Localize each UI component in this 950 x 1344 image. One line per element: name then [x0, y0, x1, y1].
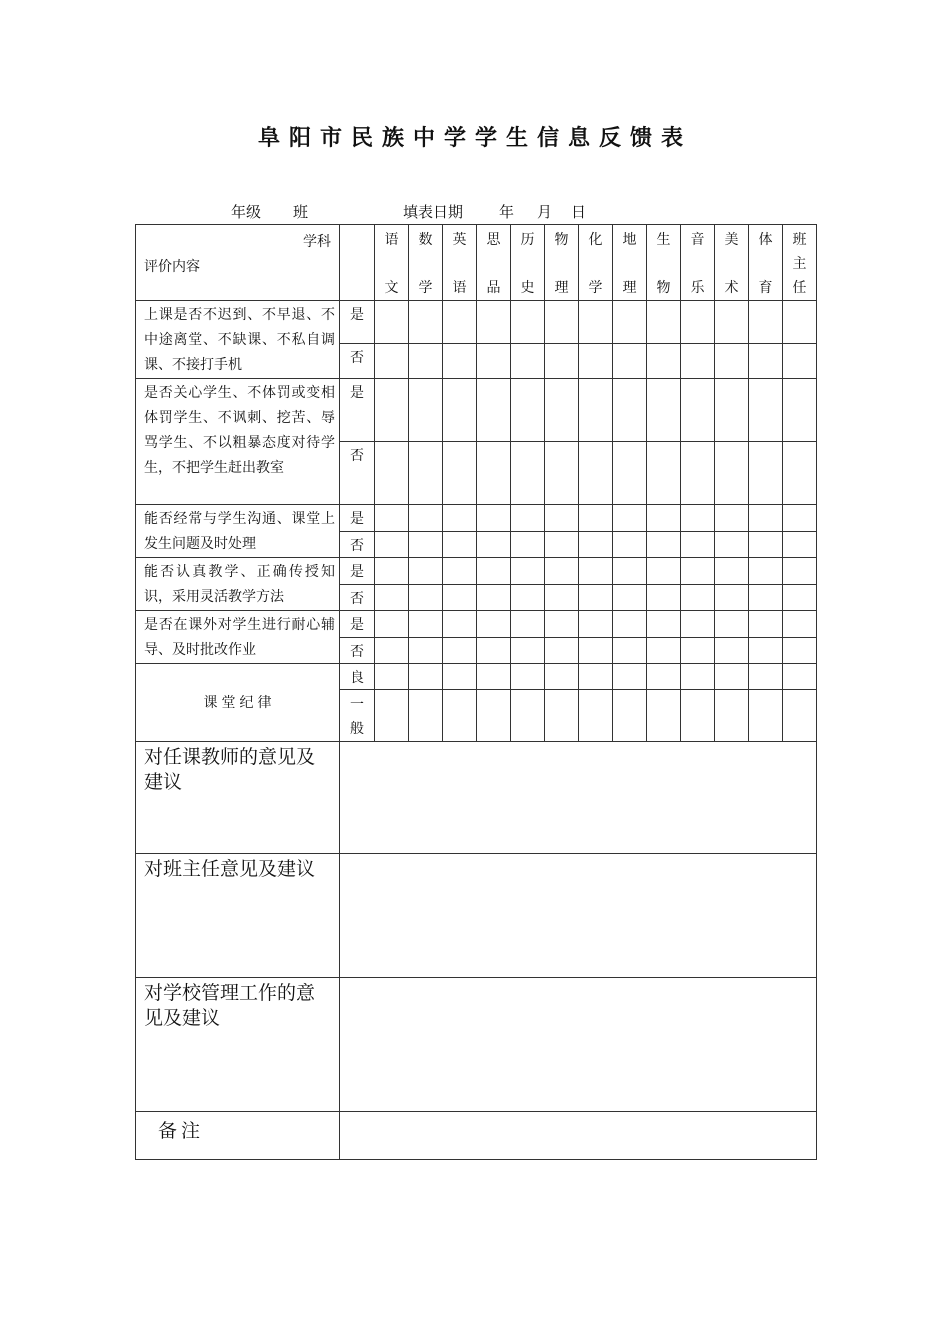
rating-cell[interactable]	[681, 664, 715, 690]
rating-cell[interactable]	[613, 505, 647, 532]
rating-cell[interactable]	[545, 664, 579, 690]
header-option-cell	[340, 225, 375, 301]
rating-cell[interactable]	[613, 690, 647, 742]
rating-cell[interactable]	[783, 611, 817, 638]
rating-cell[interactable]	[715, 379, 749, 442]
remark-field[interactable]	[340, 1112, 817, 1160]
subject-char: 美	[724, 232, 739, 248]
option-label	[340, 442, 375, 505]
rating-cell[interactable]	[613, 584, 647, 611]
rating-cell[interactable]	[545, 442, 579, 505]
rating-cell[interactable]	[579, 611, 613, 638]
rating-cell[interactable]	[409, 664, 443, 690]
rating-cell[interactable]	[783, 301, 817, 344]
rating-cell[interactable]	[613, 442, 647, 505]
rating-cell[interactable]	[579, 690, 613, 742]
comment-field[interactable]	[340, 854, 817, 978]
subject-header	[511, 225, 545, 301]
subject-char: 乐	[690, 280, 705, 296]
rating-cell[interactable]	[647, 664, 681, 690]
criterion-text: 能否认真教学、正确传授知识，采用灵活教学方法	[136, 558, 340, 611]
option-text: 是	[350, 511, 364, 527]
rating-cell[interactable]	[715, 558, 749, 585]
rating-cell[interactable]	[443, 343, 477, 378]
option-text: 否	[350, 643, 364, 660]
rating-cell[interactable]	[443, 611, 477, 638]
rating-cell[interactable]	[375, 531, 409, 558]
rating-cell[interactable]	[579, 379, 613, 442]
rating-cell[interactable]	[375, 301, 409, 344]
rating-cell[interactable]	[681, 690, 715, 742]
rating-cell[interactable]	[579, 558, 613, 585]
rating-cell[interactable]	[477, 558, 511, 585]
rating-cell[interactable]	[749, 611, 783, 638]
rating-cell[interactable]	[409, 558, 443, 585]
rating-cell[interactable]	[375, 558, 409, 585]
rating-cell[interactable]	[545, 531, 579, 558]
subject-header	[375, 225, 409, 301]
rating-cell[interactable]	[647, 611, 681, 638]
rating-cell[interactable]	[409, 301, 443, 344]
option-label	[340, 584, 375, 611]
feedback-table	[135, 224, 817, 1160]
subject-header	[681, 225, 715, 301]
year-label: 年	[499, 203, 515, 221]
rating-cell[interactable]	[749, 664, 783, 690]
rating-cell[interactable]	[511, 611, 545, 638]
rating-cell[interactable]	[511, 442, 545, 505]
rating-cell[interactable]	[749, 379, 783, 442]
option-label	[340, 379, 375, 442]
rating-cell[interactable]	[443, 558, 477, 585]
rating-cell[interactable]	[409, 690, 443, 742]
rating-cell[interactable]	[647, 301, 681, 344]
rating-cell[interactable]	[783, 664, 817, 690]
comment-label: 对任课教师的意见及建议	[136, 742, 340, 854]
subject-header	[749, 225, 783, 301]
rating-cell[interactable]	[443, 584, 477, 611]
subject-header	[477, 225, 511, 301]
option-label	[340, 690, 375, 742]
subject-header	[613, 225, 647, 301]
rating-cell[interactable]	[783, 637, 817, 664]
subject-char: 音	[690, 232, 705, 248]
rating-cell[interactable]	[409, 343, 443, 378]
rating-cell[interactable]	[715, 531, 749, 558]
option-text: 是	[350, 307, 364, 323]
rating-cell[interactable]	[749, 505, 783, 532]
rating-cell[interactable]	[443, 505, 477, 532]
criterion-text: 上课是否不迟到、不早退、不中途离堂、不缺课、不私自调课、不接打手机	[136, 301, 340, 379]
rating-cell[interactable]	[579, 442, 613, 505]
option-text: 良	[350, 670, 364, 686]
rating-cell[interactable]	[511, 558, 545, 585]
class-label: 班	[293, 203, 309, 221]
rating-cell[interactable]	[545, 584, 579, 611]
subject-char: 物	[554, 232, 569, 248]
rating-cell[interactable]	[647, 584, 681, 611]
rating-cell[interactable]	[715, 690, 749, 742]
subject-char: 术	[724, 280, 739, 296]
comment-label: 对学校管理工作的意见及建议	[136, 978, 340, 1112]
subject-char: 理	[554, 280, 569, 296]
subject-char: 生	[656, 232, 671, 248]
option-text: 是	[350, 617, 364, 633]
rating-cell[interactable]	[511, 343, 545, 378]
rating-cell[interactable]	[715, 664, 749, 690]
subject-char: 学	[588, 280, 603, 296]
rating-cell[interactable]	[579, 343, 613, 378]
remark-label: 备注	[136, 1112, 340, 1160]
rating-cell[interactable]	[545, 611, 579, 638]
rating-cell[interactable]	[477, 379, 511, 442]
rating-cell[interactable]	[511, 584, 545, 611]
rating-cell[interactable]	[681, 584, 715, 611]
criterion-text: 是否在课外对学生进行耐心辅导、及时批改作业	[136, 611, 340, 664]
option-label	[340, 301, 375, 344]
rating-cell[interactable]	[783, 531, 817, 558]
rating-cell[interactable]	[613, 611, 647, 638]
rating-cell[interactable]	[783, 584, 817, 611]
subject-header	[579, 225, 613, 301]
rating-cell[interactable]	[545, 690, 579, 742]
rating-cell[interactable]	[749, 690, 783, 742]
rating-cell[interactable]	[375, 442, 409, 505]
rating-cell[interactable]	[681, 531, 715, 558]
option-label	[340, 664, 375, 690]
date-label: 填表日期	[403, 203, 464, 221]
page-title: 阜阳市民族中学学生信息反馈表	[257, 125, 692, 151]
rating-cell[interactable]	[545, 505, 579, 532]
rating-cell[interactable]	[511, 690, 545, 742]
rating-cell[interactable]	[715, 637, 749, 664]
option-label	[340, 611, 375, 638]
rating-cell[interactable]	[783, 343, 817, 378]
rating-cell[interactable]	[545, 558, 579, 585]
rating-cell[interactable]	[613, 664, 647, 690]
subject-char: 历	[520, 232, 535, 248]
subject-char: 语	[384, 232, 399, 248]
rating-cell[interactable]	[749, 584, 783, 611]
rating-cell[interactable]	[579, 301, 613, 344]
rating-cell[interactable]	[477, 301, 511, 344]
subject-char: 文	[384, 280, 399, 296]
rating-cell[interactable]	[477, 531, 511, 558]
rating-cell[interactable]	[715, 611, 749, 638]
rating-cell[interactable]	[681, 442, 715, 505]
rating-cell[interactable]	[511, 505, 545, 532]
rating-cell[interactable]	[409, 531, 443, 558]
rating-cell[interactable]	[613, 558, 647, 585]
rating-cell[interactable]	[511, 379, 545, 442]
rating-cell[interactable]	[375, 505, 409, 532]
rating-cell[interactable]	[613, 301, 647, 344]
rating-cell[interactable]	[477, 442, 511, 505]
comment-field[interactable]	[340, 978, 817, 1112]
rating-cell[interactable]	[647, 343, 681, 378]
rating-cell[interactable]	[375, 637, 409, 664]
rating-cell[interactable]	[545, 379, 579, 442]
rating-cell[interactable]	[749, 531, 783, 558]
subject-char: 学	[418, 280, 433, 296]
subject-char: 化	[588, 232, 603, 248]
rating-cell[interactable]	[613, 531, 647, 558]
option-label	[340, 531, 375, 558]
option-text: 否	[350, 537, 364, 554]
rating-cell[interactable]	[783, 505, 817, 532]
subject-char: 地	[622, 232, 637, 248]
rating-cell[interactable]	[477, 584, 511, 611]
rating-cell[interactable]	[375, 690, 409, 742]
rating-cell[interactable]	[647, 531, 681, 558]
comment-field[interactable]	[340, 742, 817, 854]
rating-cell[interactable]	[579, 505, 613, 532]
rating-cell[interactable]	[545, 637, 579, 664]
rating-cell[interactable]	[749, 442, 783, 505]
header-corner-cell	[136, 225, 340, 301]
rating-cell[interactable]	[443, 690, 477, 742]
subject-char: 班	[792, 232, 807, 248]
option-text: 一般	[350, 697, 364, 737]
month-label: 月	[537, 203, 553, 221]
subject-char: 数	[418, 232, 433, 248]
rating-cell[interactable]	[477, 637, 511, 664]
option-text: 是	[350, 385, 364, 401]
criterion-text: 是否关心学生、不体罚或变相体罚学生、不讽刺、挖苦、辱骂学生、不以粗暴态度对待学生，不把学生赶出教室	[136, 379, 340, 505]
rating-cell[interactable]	[477, 505, 511, 532]
rating-cell[interactable]	[409, 584, 443, 611]
rating-cell[interactable]	[749, 637, 783, 664]
rating-cell[interactable]	[477, 664, 511, 690]
rating-cell[interactable]	[783, 379, 817, 442]
subject-header	[443, 225, 477, 301]
subject-header	[409, 225, 443, 301]
rating-cell[interactable]	[681, 637, 715, 664]
rating-cell[interactable]	[681, 558, 715, 585]
rating-cell[interactable]	[579, 664, 613, 690]
rating-cell[interactable]	[409, 379, 443, 442]
subject-header	[545, 225, 579, 301]
rating-cell[interactable]	[715, 343, 749, 378]
rating-cell[interactable]	[409, 637, 443, 664]
subject-char: 育	[758, 280, 773, 296]
rating-cell[interactable]	[579, 531, 613, 558]
rating-cell[interactable]	[477, 690, 511, 742]
rating-cell[interactable]	[681, 379, 715, 442]
option-label	[340, 637, 375, 664]
rating-cell[interactable]	[443, 637, 477, 664]
rating-cell[interactable]	[443, 442, 477, 505]
criterion-text: 课堂纪律	[136, 664, 340, 742]
rating-cell[interactable]	[443, 664, 477, 690]
rating-cell[interactable]	[613, 637, 647, 664]
rating-cell[interactable]	[647, 505, 681, 532]
rating-cell[interactable]	[375, 379, 409, 442]
option-text: 否	[350, 448, 364, 464]
rating-cell[interactable]	[375, 611, 409, 638]
rating-cell[interactable]	[375, 343, 409, 378]
option-label	[340, 558, 375, 585]
rating-cell[interactable]	[783, 442, 817, 505]
rating-cell[interactable]	[579, 584, 613, 611]
subject-char: 品	[486, 280, 501, 296]
rating-cell[interactable]	[409, 505, 443, 532]
rating-cell[interactable]	[715, 584, 749, 611]
rating-cell[interactable]	[647, 379, 681, 442]
subject-char: 英	[452, 232, 467, 248]
subject-header	[647, 225, 681, 301]
rating-cell[interactable]	[749, 558, 783, 585]
option-label	[340, 505, 375, 532]
rating-cell[interactable]	[715, 442, 749, 505]
subject-header	[783, 225, 817, 301]
subject-char: 理	[622, 280, 637, 296]
rating-cell[interactable]	[511, 531, 545, 558]
rating-cell[interactable]	[715, 505, 749, 532]
subject-label: 学科	[303, 234, 331, 250]
rating-cell[interactable]	[409, 442, 443, 505]
rating-cell[interactable]	[545, 301, 579, 344]
rating-cell[interactable]	[647, 637, 681, 664]
rating-cell[interactable]	[511, 301, 545, 344]
rating-cell[interactable]	[647, 558, 681, 585]
rating-cell[interactable]	[579, 637, 613, 664]
rating-cell[interactable]	[783, 690, 817, 742]
rating-cell[interactable]	[443, 301, 477, 344]
rating-cell[interactable]	[477, 343, 511, 378]
subject-header	[715, 225, 749, 301]
rating-cell[interactable]	[681, 505, 715, 532]
rating-cell[interactable]	[545, 343, 579, 378]
rating-cell[interactable]	[749, 301, 783, 344]
rating-cell[interactable]	[375, 664, 409, 690]
comment-label: 对班主任意见及建议	[136, 854, 340, 978]
subject-char: 任	[792, 280, 807, 296]
rating-cell[interactable]	[443, 379, 477, 442]
rating-cell[interactable]	[749, 343, 783, 378]
rating-cell[interactable]	[681, 301, 715, 344]
rating-cell[interactable]	[647, 690, 681, 742]
rating-cell[interactable]	[613, 343, 647, 378]
option-text: 否	[350, 349, 364, 366]
criterion-text: 能否经常与学生沟通、课堂上发生问题及时处理	[136, 505, 340, 558]
rating-cell[interactable]	[477, 611, 511, 638]
subject-char: 史	[520, 280, 535, 296]
subject-char: 物	[656, 280, 671, 296]
rating-cell[interactable]	[681, 343, 715, 378]
content-label: 评价内容	[144, 259, 200, 275]
grade-label: 年级	[231, 203, 262, 221]
rating-cell[interactable]	[783, 558, 817, 585]
rating-cell[interactable]	[409, 611, 443, 638]
rating-cell[interactable]	[511, 637, 545, 664]
option-text: 否	[350, 590, 364, 607]
subject-char: 体	[758, 232, 773, 248]
rating-cell[interactable]	[511, 664, 545, 690]
option-label	[340, 343, 375, 378]
rating-cell[interactable]	[681, 611, 715, 638]
rating-cell[interactable]	[375, 584, 409, 611]
day-label: 日	[571, 203, 587, 221]
subject-char: 语	[452, 280, 467, 296]
option-text: 是	[350, 564, 364, 580]
subject-char: 主	[792, 256, 807, 272]
rating-cell[interactable]	[715, 301, 749, 344]
subject-char: 思	[486, 232, 501, 248]
rating-cell[interactable]	[613, 379, 647, 442]
rating-cell[interactable]	[647, 442, 681, 505]
rating-cell[interactable]	[443, 531, 477, 558]
